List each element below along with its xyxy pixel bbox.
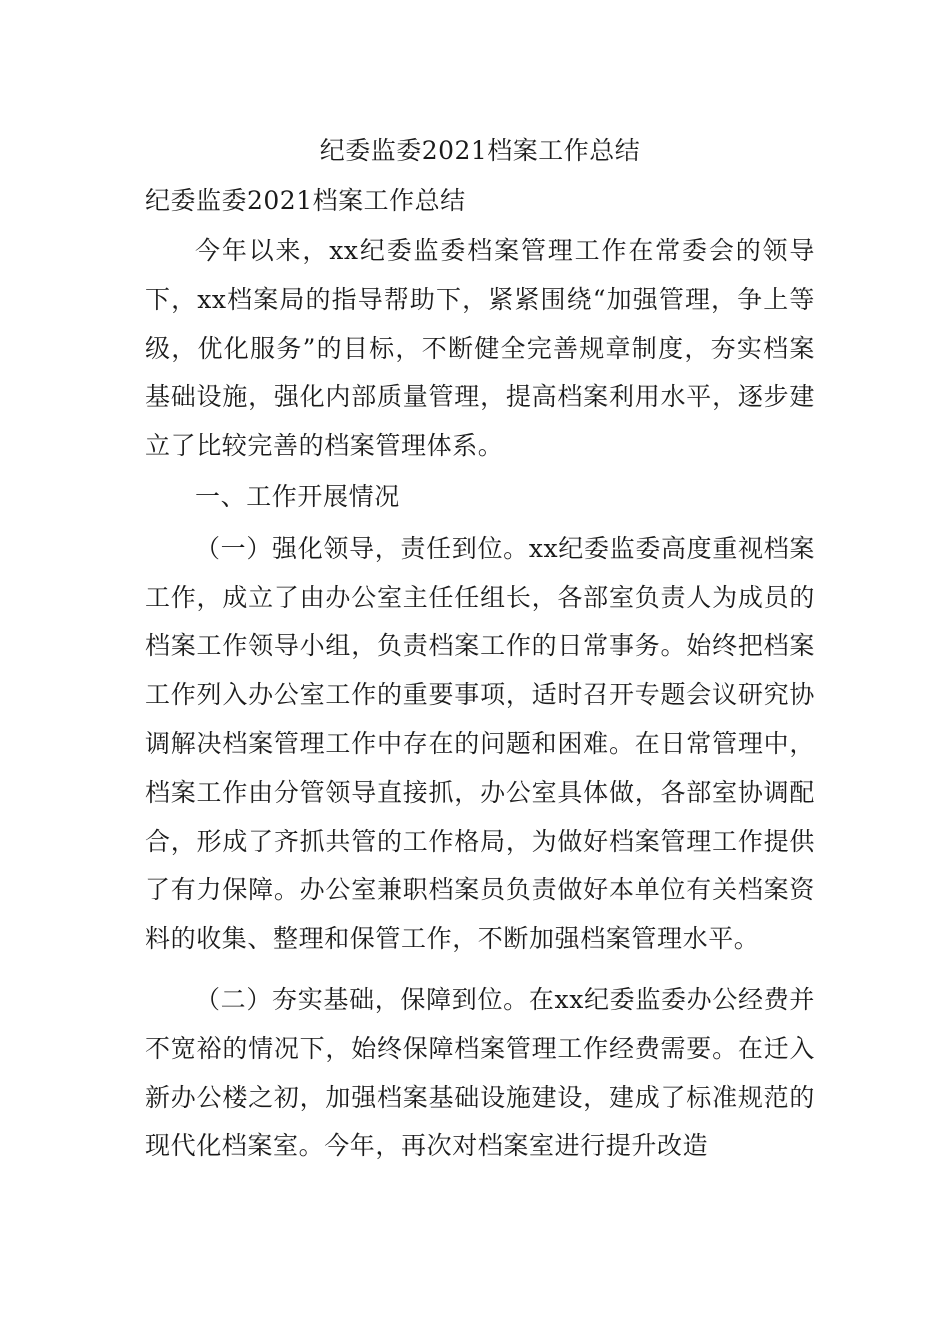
section-heading: 一、工作开展情况 (195, 481, 400, 511)
document-title: 纪委监委2021档案工作总结 (319, 136, 641, 165)
body-paragraph-leadership: （一）强化领导，责任到位。xx纪委监委高度重视档案工作，成立了由办公室主任任组长，各部室负责人为成员的档案工作领导小组，负责档案工作的日常事务。始终把档案工作列入办公室工作的重要事项，适时召开专题会议研究协调解决档案管理工作中存在的问题和困难。在日常管理中，档案工作由分管领导直接抓，办公室具体做，各部室协调配合，形成了齐抓共管的工作格局，为做好档案管理工作提供了有力保障。办公室兼职档案员负责做好本单位有关档案资料的收集、整理和保管工作，不断加强档案管理水平。 (145, 533, 815, 954)
intro-paragraph: 今年以来，xx纪委监委档案管理工作在常委会的领导下，xx档案局的指导帮助下，紧紧围绕“加强管理，争上等级，优化服务”的目标，不断健全完善规章制度，夯实档案基础设施，强化内部质量管理，提高档案利用水平，逐步建立了比较完善的档案管理体系。 (145, 236, 815, 461)
document-body (145, 128, 815, 1171)
document-subtitle: 纪委监委2021档案工作总结 (145, 186, 466, 215)
body-paragraph-foundation: （二）夯实基础，保障到位。在xx纪委监委办公经费并不宽裕的情况下，始终保障档案管理工作经费需要。在迁入新办公楼之初，加强档案基础设施建设，建成了标准规范的现代化档案室。今年，再次对档案室进行提升改造 (145, 984, 815, 1161)
